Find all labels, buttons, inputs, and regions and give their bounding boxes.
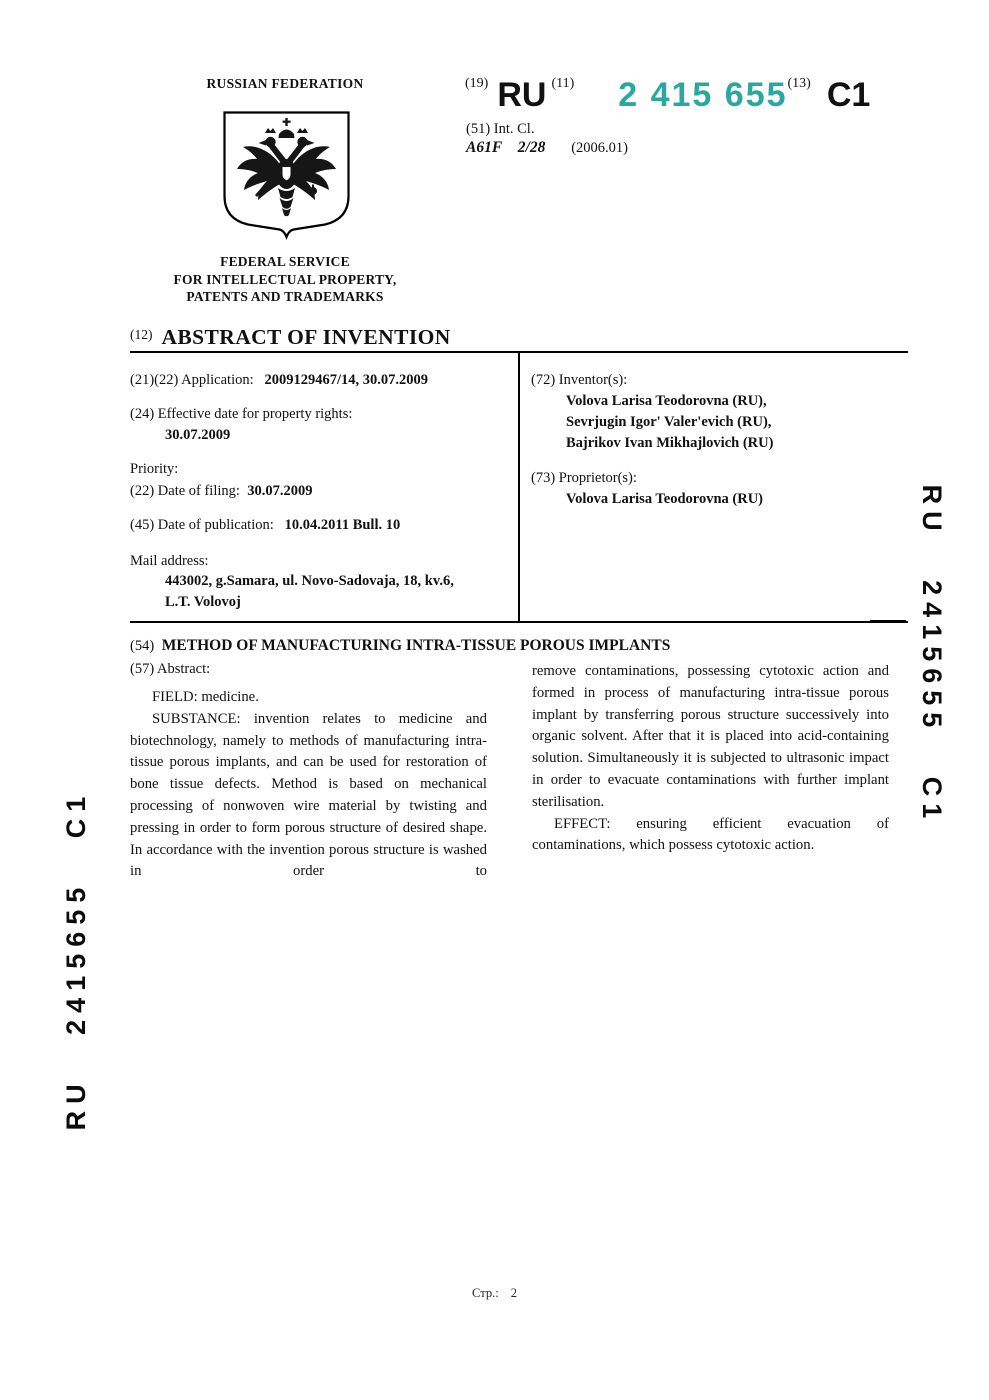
coat-of-arms bbox=[223, 111, 350, 245]
field-line: FIELD: medicine. bbox=[152, 689, 259, 705]
country-title: RUSSIAN FEDERATION bbox=[206, 76, 364, 91]
effective-date-label: (24) Effective date for property rights: bbox=[130, 406, 353, 422]
inventor-name: Volova Larisa Teodorovna (RU), bbox=[566, 393, 767, 409]
code-19-label: (19) bbox=[465, 76, 489, 91]
ipc-class: A61F 2/28 bbox=[466, 139, 546, 156]
code-12-label: (12) bbox=[130, 327, 153, 342]
filing-row bbox=[130, 481, 312, 501]
publication-label: (45) Date of publication: bbox=[130, 517, 274, 533]
substance-text-right: remove contaminations, possessing cytotoxic action and formed in process of manufacturing intra-tissue porous implant by transferring porous structure successively into organic solvent. After that it is placed into acid-containing solution. Simultaneously it is subjected to ultrasonic impact in order to evacuate contaminations with further implant sterilisation. bbox=[532, 663, 889, 810]
page-label: Стр.: bbox=[472, 1286, 499, 1300]
abstract-column-right bbox=[532, 661, 889, 857]
patent-id-sidebar-left: RU 2415655 C1 bbox=[61, 789, 91, 1131]
office-line: FEDERAL SERVICE bbox=[220, 254, 350, 269]
page-footer bbox=[0, 1286, 989, 1301]
kind-code: C1 bbox=[826, 76, 871, 114]
double-headed-eagle-icon bbox=[223, 111, 350, 240]
code-11-label: (11) bbox=[551, 76, 575, 91]
horizontal-rule-middle bbox=[130, 621, 908, 623]
country-code: RU bbox=[497, 76, 547, 114]
inventor-name: Sevrjugin Igor' Valer'evich (RU), bbox=[566, 414, 772, 430]
filing-label: (22) Date of filing: bbox=[130, 483, 240, 499]
document-type-heading bbox=[130, 325, 451, 350]
document-type-title: ABSTRACT OF INVENTION bbox=[161, 325, 451, 349]
invention-title: METHOD OF MANUFACTURING INTRA-TISSUE POROUS IMPLANTS bbox=[161, 637, 671, 654]
page-number: 2 bbox=[510, 1286, 517, 1300]
int-cl-label: (51) Int. Cl. bbox=[466, 121, 535, 137]
office-name bbox=[150, 253, 420, 306]
code-13-label: (13) bbox=[787, 76, 811, 91]
publication-number-line bbox=[465, 76, 871, 114]
publication-value: 10.04.2011 Bull. 10 bbox=[284, 517, 401, 533]
application-row bbox=[130, 370, 428, 390]
effect-line: EFFECT: ensuring efficient evacuation of contaminations, which possess cytotoxic action. bbox=[532, 815, 889, 854]
office-line: PATENTS AND TRADEMARKS bbox=[186, 289, 384, 304]
application-value: 2009129467/14, 30.07.2009 bbox=[264, 372, 429, 388]
mail-address-line: 443002, g.Samara, ul. Novo-Sadovaja, 18, kv.6, bbox=[165, 573, 454, 589]
office-line: FOR INTELLECTUAL PROPERTY, bbox=[173, 271, 397, 287]
patent-id-sidebar-right: RU 2415655 C1 bbox=[917, 484, 947, 826]
code-54-label: (54) bbox=[130, 638, 155, 654]
abstract-column-left bbox=[130, 687, 487, 883]
invention-title-row bbox=[130, 637, 670, 655]
mail-address-label: Mail address: bbox=[130, 553, 209, 569]
column-divider bbox=[518, 351, 520, 623]
inventor-name: Bajrikov Ivan Mikhajlovich (RU) bbox=[566, 435, 774, 451]
priority-label: Priority: bbox=[130, 461, 179, 477]
publication-number: 2 415 655 bbox=[618, 76, 788, 114]
filing-value: 30.07.2009 bbox=[247, 483, 313, 499]
abstract-label: (57) Abstract: bbox=[130, 661, 211, 677]
effective-date-value: 30.07.2009 bbox=[165, 427, 231, 443]
proprietors-label: (73) Proprietor(s): bbox=[531, 470, 637, 486]
proprietor-name: Volova Larisa Teodorovna (RU) bbox=[566, 491, 763, 507]
application-label: (21)(22) Application: bbox=[130, 372, 254, 388]
mail-address-line: L.T. Volovoj bbox=[165, 594, 241, 610]
int-cl-value-line bbox=[466, 139, 628, 157]
fold-mark bbox=[870, 620, 906, 622]
publication-row bbox=[130, 515, 400, 535]
substance-text-left: SUBSTANCE: invention relates to medicine and biotechnology, namely to methods of manufacturing intra-tissue porous implants, and can be used for restoration of bone tissue defects. Method is based on mechanical processing of nonwoven wire material by twisting and pressing in order to form porous structure of desired shape. In accordance with the invention porous structure is washed in order to bbox=[130, 710, 487, 880]
ipc-version: (2006.01) bbox=[571, 140, 628, 156]
inventors-label: (72) Inventor(s): bbox=[531, 372, 628, 388]
